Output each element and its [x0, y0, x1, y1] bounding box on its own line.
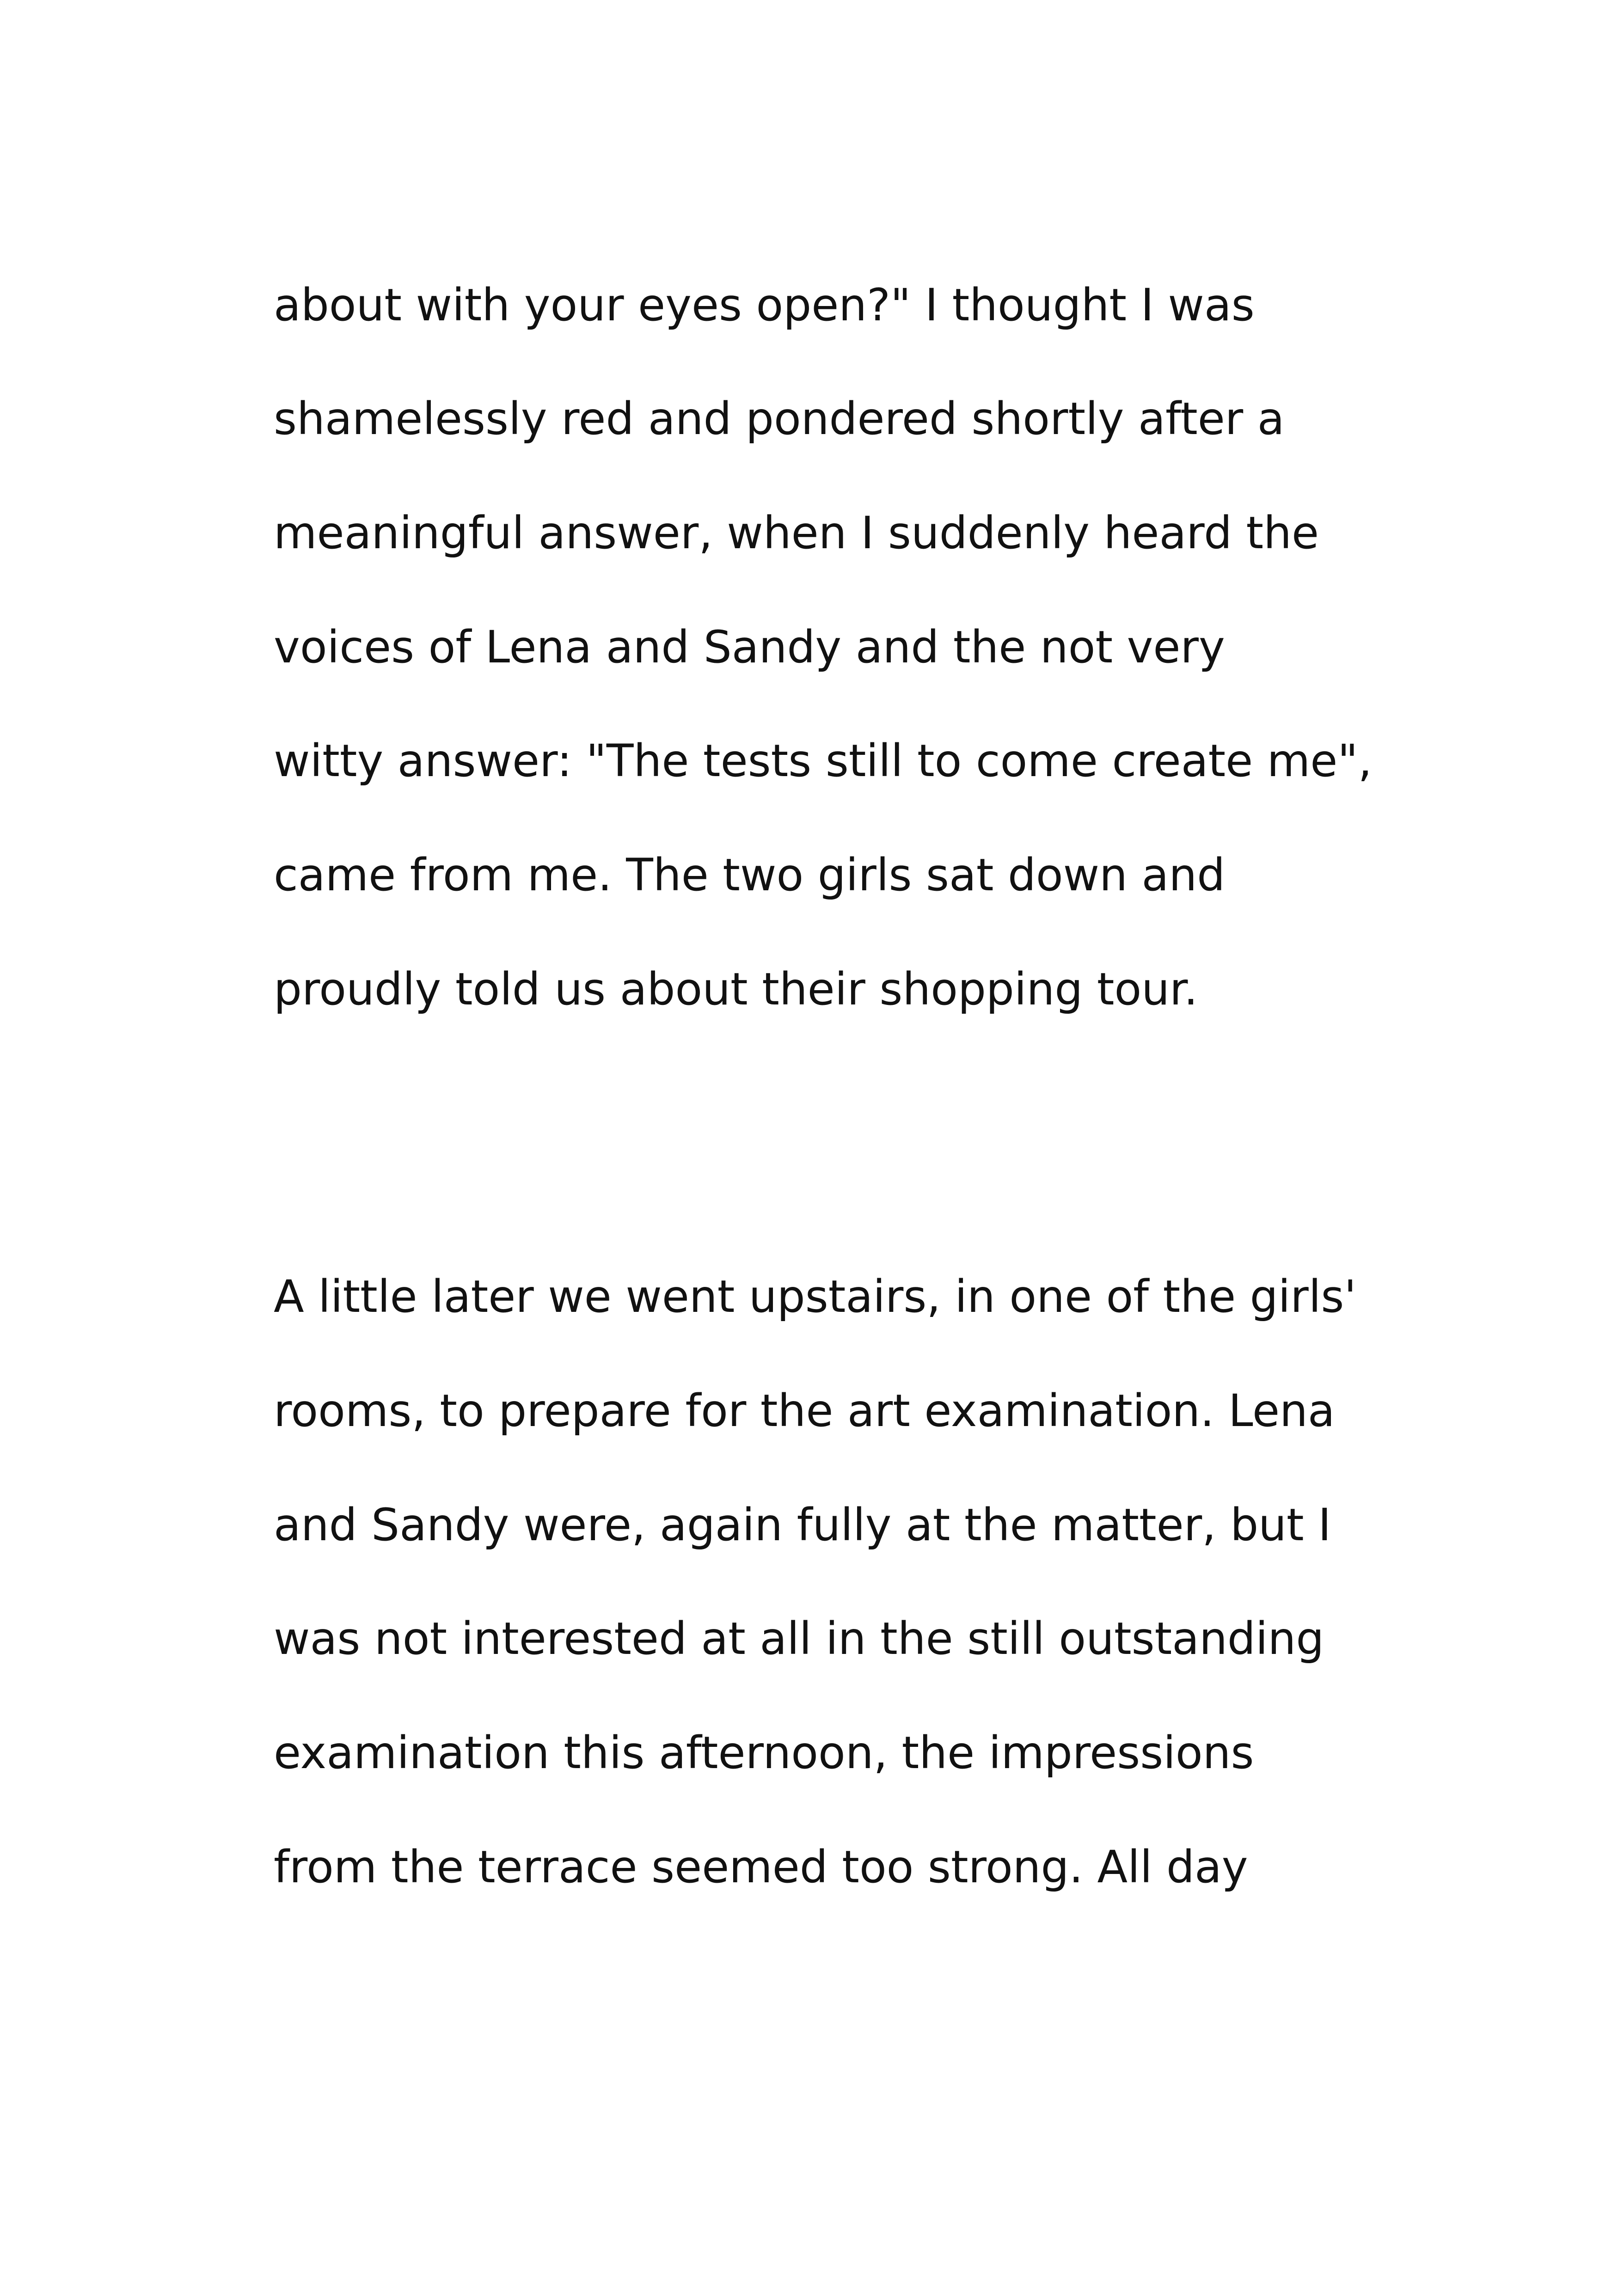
text-line: and Sandy were, again fully at the matter, but I: [274, 1499, 1331, 1551]
text-line: A little later we went upstairs, in one of the girls': [274, 1271, 1356, 1322]
text-line: voices of Lena and Sandy and the not very: [274, 621, 1225, 673]
text-line: rooms, to prepare for the art examination. Lena: [274, 1385, 1335, 1437]
text-line: came from me. The two girls sat down and: [274, 849, 1226, 901]
text-line: shamelessly red and pondered shortly after a: [274, 393, 1285, 445]
text-line: was not interested at all in the still outstanding: [274, 1613, 1324, 1665]
text-line: meaningful answer, when I suddenly heard the: [274, 507, 1319, 559]
text-line: proudly told us about their shopping tour.: [274, 963, 1198, 1015]
text-line: witty answer: "The tests still to come create me",: [274, 735, 1372, 787]
text-line: from the terrace seemed too strong. All day: [274, 1841, 1248, 1893]
text-line: examination this afternoon, the impressions: [274, 1727, 1254, 1779]
text-line: about with your eyes open?" I thought I was: [274, 279, 1255, 331]
